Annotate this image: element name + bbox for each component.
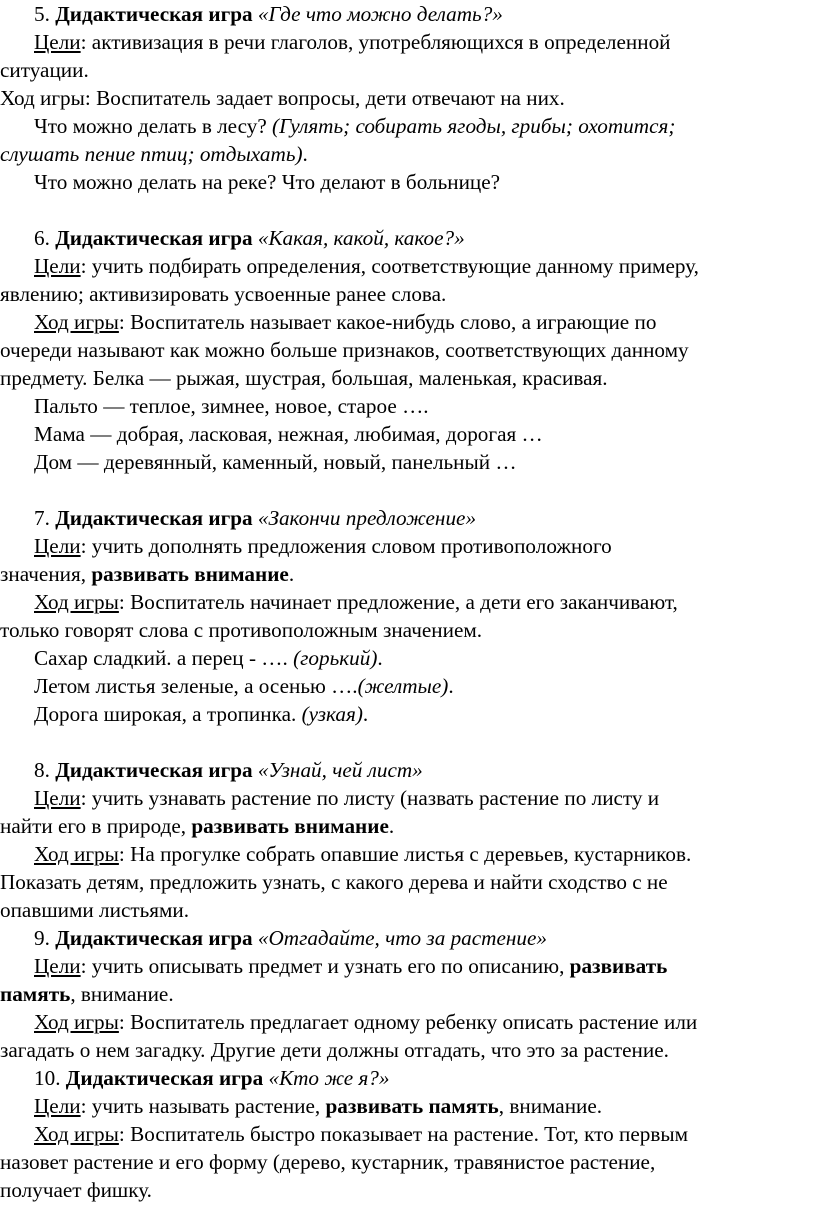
game-7-heading	[0, 504, 816, 532]
punctuation: .	[377, 646, 383, 670]
goals-label: Цели	[34, 534, 81, 558]
example-text: Летом листья зеленые, а осенью ….	[34, 674, 358, 698]
game-6-course-cont-2	[0, 364, 816, 392]
game-8-course	[0, 840, 816, 868]
game-kind: Дидактическая игра	[55, 926, 253, 950]
goals-text: ситуации.	[0, 58, 89, 82]
game-number: 5.	[34, 2, 50, 26]
game-9-goals	[0, 952, 816, 980]
punctuation: .	[448, 674, 454, 698]
game-number: 7.	[34, 506, 50, 530]
game-6-goals-cont	[0, 280, 816, 308]
course-label: Ход игры	[34, 310, 119, 334]
course-text: очереди называют как можно больше признаков, соответствующих данному	[0, 338, 689, 362]
punctuation: .	[388, 814, 395, 838]
spacer	[0, 728, 816, 756]
goals-emphasis: память	[0, 982, 71, 1006]
game-7-example-2	[0, 672, 816, 700]
course-text: : Воспитатель начинает предложение, а дети его заканчивают,	[118, 590, 678, 614]
game-title: «Кто же я?»	[268, 1066, 390, 1090]
course-label: Ход игры	[34, 1122, 119, 1146]
game-kind: Дидактическая игра	[65, 1066, 264, 1090]
game-5-heading	[0, 0, 816, 28]
course-label: Ход игры	[34, 842, 119, 866]
goals-text: : учить подбирать определения, соответствующие данному примеру,	[80, 254, 699, 278]
goals-text: явлению; активизировать усвоенные ранее слова.	[0, 282, 447, 306]
game-kind: Дидактическая игра	[55, 2, 253, 26]
course-text: только говорят слова с противоположным значением.	[0, 618, 483, 642]
goals-label: Цели	[34, 786, 81, 810]
game-number: 6.	[34, 226, 50, 250]
game-title: «Где что можно делать?»	[257, 2, 503, 26]
game-5-course	[0, 84, 816, 112]
game-kind: Дидактическая игра	[55, 226, 253, 250]
example-text: Дорога широкая, а тропинка.	[34, 702, 302, 726]
game-9-goals-cont	[0, 980, 816, 1008]
course-text: Показать детям, предложить узнать, с какого дерева и найти сходство с не	[0, 870, 668, 894]
game-5-goals	[0, 28, 816, 56]
game-7-goals-cont	[0, 560, 816, 588]
game-7-course	[0, 588, 816, 616]
game-kind: Дидактическая игра	[55, 506, 253, 530]
example-text: Сахар сладкий. а перец - ….	[34, 646, 294, 670]
game-6-example-1	[0, 392, 816, 420]
goals-emphasis: развивать память	[325, 1094, 499, 1118]
game-7-goals	[0, 532, 816, 560]
game-10-heading	[0, 1064, 816, 1092]
game-number: 10.	[34, 1066, 61, 1090]
game-7-example-3	[0, 700, 816, 728]
goals-label: Цели	[34, 954, 81, 978]
game-8-goals-cont	[0, 812, 816, 840]
game-6-course	[0, 308, 816, 336]
example-text: Мама — добрая, ласковая, нежная, любимая, дорогая …	[34, 422, 543, 446]
example-text: Дом — деревянный, каменный, новый, панельный …	[34, 450, 517, 474]
course-text: опавшими листьями.	[0, 898, 190, 922]
goals-text: найти его в природе,	[0, 814, 192, 838]
game-title: «Закончи предложение»	[257, 506, 477, 530]
game-8-course-cont-1	[0, 868, 816, 896]
spacer	[0, 196, 816, 224]
goals-label: Цели	[34, 30, 81, 54]
question-text: Что можно делать в лесу?	[34, 114, 273, 138]
goals-emphasis: развивать внимание	[191, 814, 389, 838]
example-answer: (желтые)	[357, 674, 449, 698]
game-8-course-cont-2	[0, 896, 816, 924]
course-text: загадать о нем загадку. Другие дети должны отгадать, что это за растение.	[0, 1038, 669, 1062]
game-title: «Отгадайте, что за растение»	[257, 926, 547, 950]
game-10-course-cont-1	[0, 1148, 816, 1176]
course-text: : Воспитатель быстро показывает на растение. Тот, кто первым	[118, 1122, 688, 1146]
example-answer: (узкая)	[301, 702, 363, 726]
punctuation: .	[362, 702, 369, 726]
goals-text: : учить дополнять предложения словом противоположного	[80, 534, 612, 558]
game-6-heading	[0, 224, 816, 252]
punctuation: .	[302, 142, 308, 166]
goals-text: , внимание.	[70, 982, 174, 1006]
game-6-course-cont-1	[0, 336, 816, 364]
course-text: предмету. Белка — рыжая, шустрая, большая, маленькая, красивая.	[0, 366, 608, 390]
answer-text: (Гулять; собирать ягоды, грибы; охотится;	[272, 114, 676, 138]
goals-text: : учить узнавать растение по листу (назвать растение по листу и	[80, 786, 660, 810]
course-label: Ход игры	[34, 590, 119, 614]
course-text: : Воспитатель предлагает одному ребенку описать растение или	[118, 1010, 698, 1034]
game-7-example-1	[0, 644, 816, 672]
game-5-question-2	[0, 168, 816, 196]
course-text: назовет растение и его форму (дерево, кустарник, травянистое растение,	[0, 1150, 656, 1174]
game-5-goals-cont	[0, 56, 816, 84]
question-text: Что можно делать на реке? Что делают в больнице?	[34, 170, 501, 194]
game-number: 9.	[34, 926, 50, 950]
game-title: «Узнай, чей лист»	[257, 758, 423, 782]
game-9-heading	[0, 924, 816, 952]
game-7-course-cont	[0, 616, 816, 644]
game-5-question-1-cont	[0, 140, 816, 168]
game-number: 8.	[34, 758, 50, 782]
game-8-goals	[0, 784, 816, 812]
course-label: Ход игры	[34, 1010, 119, 1034]
goals-text: : учить описывать предмет и узнать его по описанию,	[80, 954, 570, 978]
game-10-course-cont-2	[0, 1176, 816, 1204]
answer-text: слушать пение птиц; отдыхать)	[0, 142, 303, 166]
course-text: Ход игры: Воспитатель задает вопросы, дети отвечают на них.	[0, 86, 565, 110]
goals-text: , внимание.	[498, 1094, 603, 1118]
punctuation: .	[288, 562, 295, 586]
goals-text: : активизация в речи глаголов, употребляющихся в определенной	[80, 30, 671, 54]
game-title: «Какая, какой, какое?»	[257, 226, 465, 250]
game-8-heading	[0, 756, 816, 784]
course-text: : На прогулке собрать опавшие листья с деревьев, кустарников.	[118, 842, 692, 866]
example-answer: (горький)	[293, 646, 378, 670]
game-10-course	[0, 1120, 816, 1148]
goals-label: Цели	[34, 254, 81, 278]
goals-label: Цели	[34, 1094, 81, 1118]
game-9-course	[0, 1008, 816, 1036]
game-10-goals	[0, 1092, 816, 1120]
goals-text: : учить называть растение,	[80, 1094, 326, 1118]
course-text: получает фишку.	[0, 1178, 152, 1202]
game-9-course-cont	[0, 1036, 816, 1064]
spacer	[0, 476, 816, 504]
game-6-goals	[0, 252, 816, 280]
goals-emphasis: развивать	[569, 954, 668, 978]
game-6-example-3	[0, 448, 816, 476]
game-6-example-2	[0, 420, 816, 448]
game-5-question-1	[0, 112, 816, 140]
goals-emphasis: развивать внимание	[91, 562, 289, 586]
game-kind: Дидактическая игра	[55, 758, 253, 782]
example-text: Пальто — теплое, зимнее, новое, старое ….	[34, 394, 429, 418]
course-text: : Воспитатель называет какое-нибудь слово, а играющие по	[118, 310, 657, 334]
goals-text: значения,	[0, 562, 92, 586]
